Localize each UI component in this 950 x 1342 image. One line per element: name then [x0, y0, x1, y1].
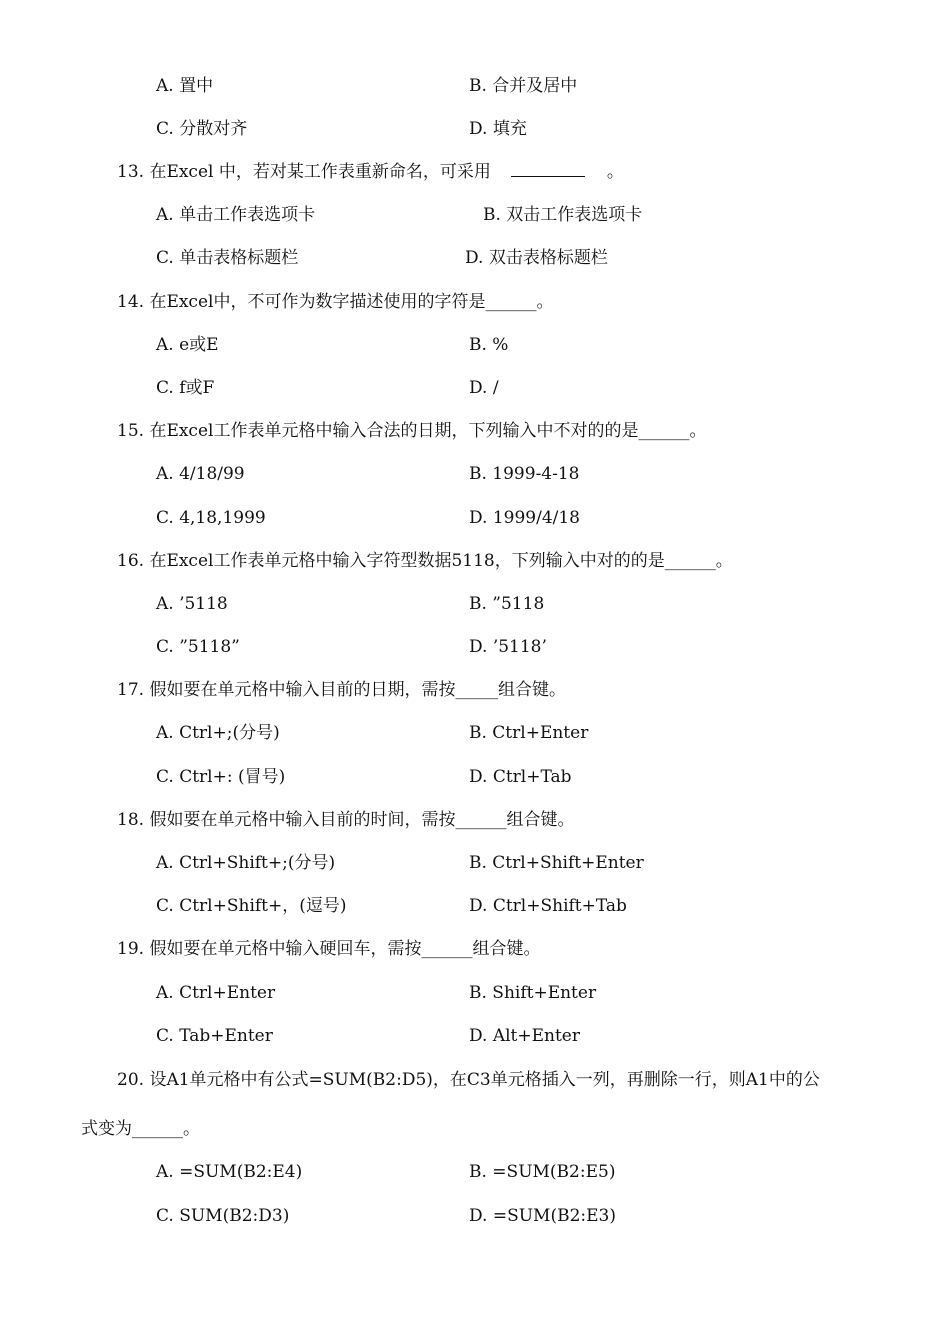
option-c: C. 单击表格标题栏 — [156, 248, 299, 268]
option-d: D. 双击表格标题栏 — [465, 248, 608, 268]
option-b: B. 合并及居中 — [469, 76, 578, 96]
option-a: A. 4/18/99 — [156, 464, 245, 484]
answer-blank — [511, 162, 585, 177]
option-b: B. 1999-4-18 — [469, 464, 580, 484]
option-a: A. Ctrl+;(分号) — [156, 723, 280, 743]
question-text: 13. 在Excel 中，若对某工作表重新命名，可采用 — [117, 162, 491, 182]
option-b: B. =SUM(B2:E5) — [469, 1162, 616, 1182]
option-d: D. / — [469, 378, 499, 398]
option-c: C. Ctrl+: (冒号) — [156, 767, 286, 787]
option-a: A. Ctrl+Enter — [156, 983, 276, 1003]
option-b: B. Ctrl+Enter — [469, 723, 589, 743]
question-17: 17. 假如要在单元格中输入目前的日期，需按_____组合键。 — [117, 680, 566, 700]
option-d: D. ’5118’ — [469, 637, 547, 657]
option-b: B. Shift+Enter — [469, 983, 597, 1003]
option-d: D. 1999/4/18 — [469, 508, 580, 528]
option-c: C. 4,18,1999 — [156, 508, 266, 528]
option-a: A. e或E — [156, 335, 219, 355]
option-b: B. 双击工作表选项卡 — [483, 205, 643, 225]
question-14: 14. 在Excel中，不可作为数字描述使用的字符是______。 — [117, 292, 554, 312]
option-a: A. 单击工作表选项卡 — [156, 205, 316, 225]
question-20: 20. 设A1单元格中有公式=SUM(B2:D5)，在C3单元格插入一列，再删除一行，则A1中的公 — [117, 1070, 820, 1090]
option-c: C. 分散对齐 — [156, 119, 248, 139]
question-13 — [117, 161, 624, 183]
option-b: B. ”5118 — [469, 594, 545, 614]
option-c: C. SUM(B2:D3) — [156, 1206, 290, 1226]
question-20-continued: 式变为______。 — [81, 1119, 200, 1139]
option-d: D. Alt+Enter — [469, 1026, 580, 1046]
option-a: A. ’5118 — [156, 594, 228, 614]
question-19: 19. 假如要在单元格中输入硬回车，需按______组合键。 — [117, 939, 541, 959]
question-18: 18. 假如要在单元格中输入目前的时间，需按______组合键。 — [117, 810, 575, 830]
option-c: C. Tab+Enter — [156, 1026, 273, 1046]
option-a: A. =SUM(B2:E4) — [156, 1162, 303, 1182]
question-text-end: 。 — [606, 162, 624, 182]
option-c: C. ”5118” — [156, 637, 240, 657]
option-c: C. Ctrl+Shift+，(逗号) — [156, 896, 347, 916]
option-d: D. Ctrl+Shift+Tab — [469, 896, 627, 916]
option-b: B. Ctrl+Shift+Enter — [469, 853, 644, 873]
option-d: D. =SUM(B2:E3) — [469, 1206, 616, 1226]
option-b: B. % — [469, 335, 509, 355]
question-15: 15. 在Excel工作表单元格中输入合法的日期，下列输入中不对的的是______。 — [117, 421, 707, 441]
option-a: A. Ctrl+Shift+;(分号) — [156, 853, 336, 873]
option-d: D. 填充 — [469, 119, 527, 139]
option-a: A. 置中 — [156, 76, 214, 96]
option-d: D. Ctrl+Tab — [469, 767, 572, 787]
question-16: 16. 在Excel工作表单元格中输入字符型数据5118，下列输入中对的的是______。 — [117, 551, 733, 571]
option-c: C. f或F — [156, 378, 215, 398]
